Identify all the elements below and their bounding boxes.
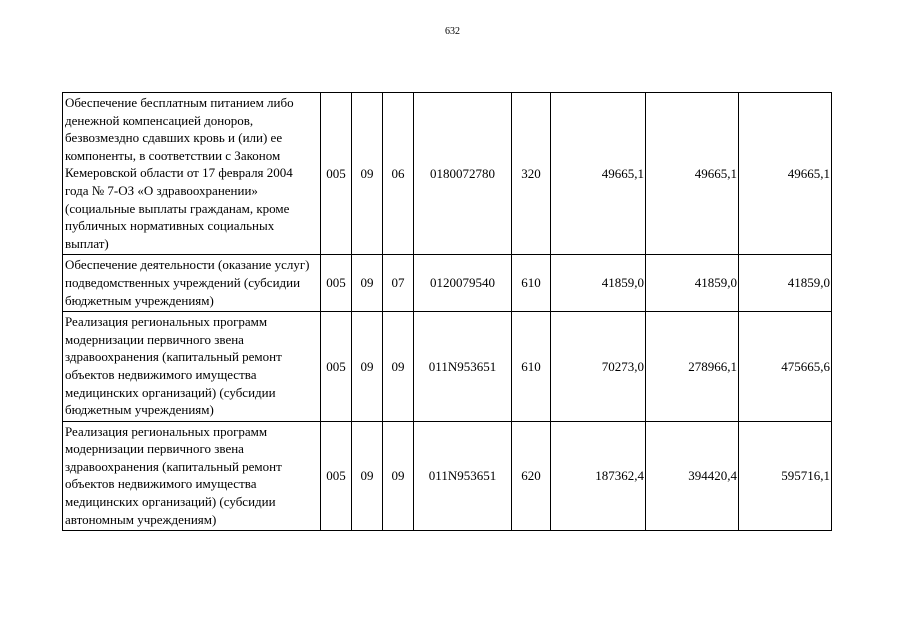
- table-row: [63, 93, 832, 255]
- subsection-code: 09: [383, 312, 414, 422]
- expense-type-code: 320: [512, 93, 551, 255]
- amount-year-3: 595716,1: [739, 421, 832, 531]
- section-code: 09: [352, 421, 383, 531]
- target-article-code: 0180072780: [414, 93, 512, 255]
- ministry-code: 005: [321, 255, 352, 312]
- amount-year-1: 187362,4: [551, 421, 646, 531]
- amount-year-2: 394420,4: [646, 421, 739, 531]
- amount-year-1: 70273,0: [551, 312, 646, 422]
- target-article-code: 0120079540: [414, 255, 512, 312]
- table-row: [63, 255, 832, 312]
- expense-type-code: 610: [512, 255, 551, 312]
- subsection-code: 09: [383, 421, 414, 531]
- target-article-code: 011N953651: [414, 312, 512, 422]
- budget-table: [62, 92, 832, 531]
- row-description: Обеспечение бесплатным питанием либо денежной компенсацией доноров, безвозмездно сдавших кровь и (или) ее компоненты, в соответствии с Законом Кемеровской области от 17 февраля 2004 года № 7-ОЗ «О здравоохранении» (социальные выплаты гражданам, кроме публичных нормативных социальных выплат): [63, 93, 321, 255]
- expense-type-code: 610: [512, 312, 551, 422]
- amount-year-1: 41859,0: [551, 255, 646, 312]
- ministry-code: 005: [321, 93, 352, 255]
- subsection-code: 07: [383, 255, 414, 312]
- ministry-code: 005: [321, 421, 352, 531]
- amount-year-3: 475665,6: [739, 312, 832, 422]
- table-row: [63, 421, 832, 531]
- table-row: [63, 312, 832, 422]
- row-description: Реализация региональных программ модернизации первичного звена здравоохранения (капитальный ремонт объектов недвижимого имущества медицинских организаций) (субсидии автономным учреждениям): [63, 421, 321, 531]
- amount-year-2: 41859,0: [646, 255, 739, 312]
- subsection-code: 06: [383, 93, 414, 255]
- expense-type-code: 620: [512, 421, 551, 531]
- amount-year-2: 278966,1: [646, 312, 739, 422]
- ministry-code: 005: [321, 312, 352, 422]
- amount-year-3: 41859,0: [739, 255, 832, 312]
- page-number: 632: [445, 26, 460, 37]
- row-description: Реализация региональных программ модернизации первичного звена здравоохранения (капитальный ремонт объектов недвижимого имущества медицинских организаций) (субсидии бюджетным учреждениям): [63, 312, 321, 422]
- amount-year-3: 49665,1: [739, 93, 832, 255]
- target-article-code: 011N953651: [414, 421, 512, 531]
- row-description: Обеспечение деятельности (оказание услуг) подведомственных учреждений (субсидии бюджетным учреждениям): [63, 255, 321, 312]
- amount-year-1: 49665,1: [551, 93, 646, 255]
- section-code: 09: [352, 93, 383, 255]
- section-code: 09: [352, 312, 383, 422]
- section-code: 09: [352, 255, 383, 312]
- amount-year-2: 49665,1: [646, 93, 739, 255]
